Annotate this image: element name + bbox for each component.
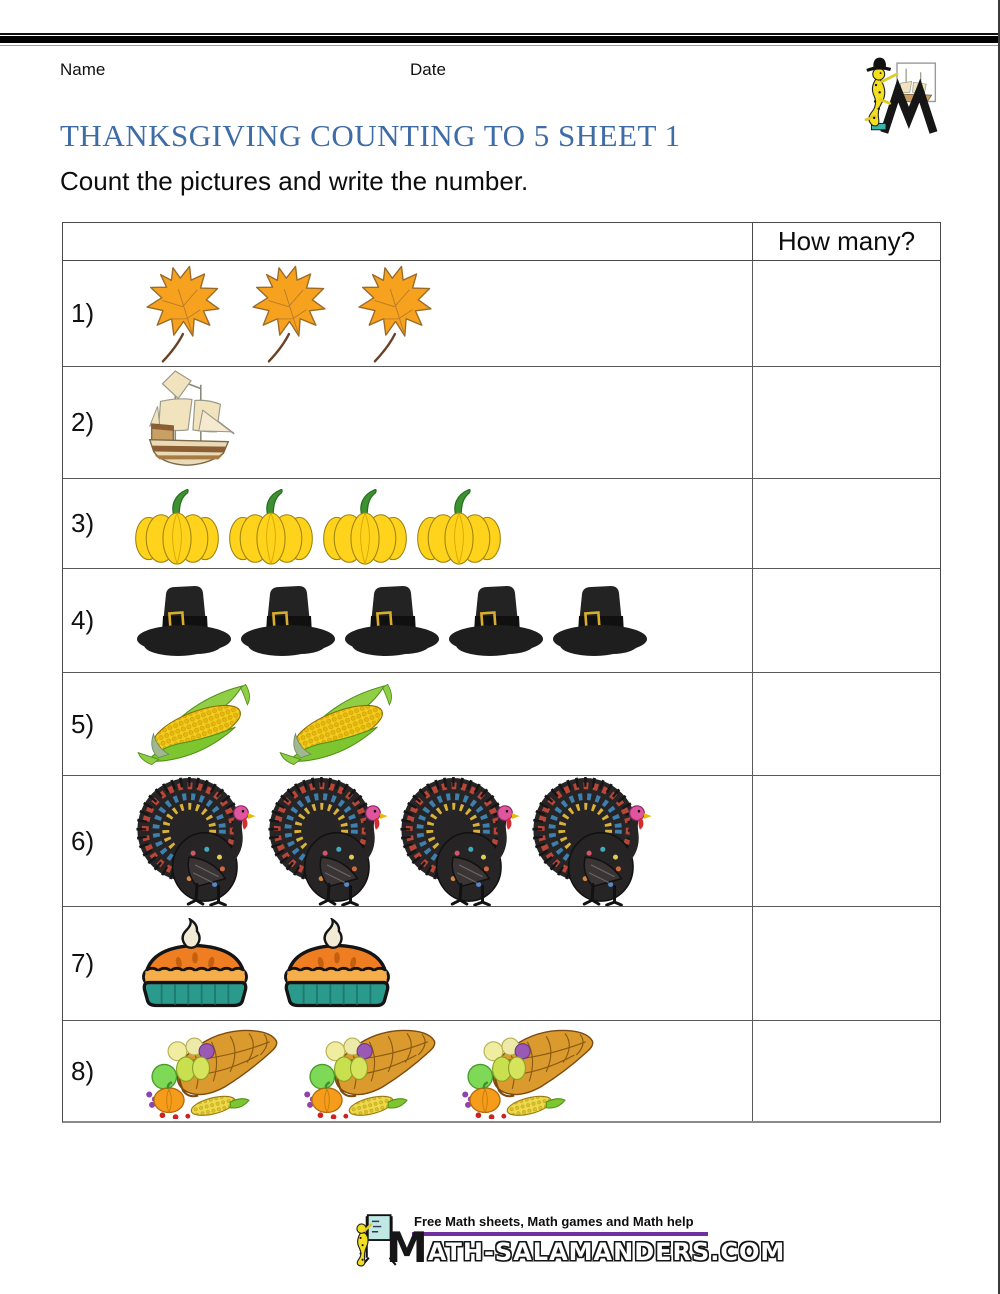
corn-cob-icon [133, 675, 261, 773]
answer-cell[interactable] [752, 1021, 940, 1121]
answer-cell[interactable] [752, 569, 940, 672]
answer-cell[interactable] [752, 367, 940, 478]
name-label: Name [60, 60, 106, 79]
pilgrim-hat-icon [549, 582, 651, 660]
pumpkin-icon [321, 482, 409, 566]
mayflower-ship-icon [139, 369, 239, 477]
row-pictures [133, 569, 752, 672]
row-pictures [133, 479, 752, 568]
pilgrim-hat-icon [237, 582, 339, 660]
pilgrim-hat-icon [341, 582, 443, 660]
table-header-row [63, 223, 940, 261]
row-pictures [133, 261, 752, 366]
cornucopia-icon [133, 1023, 285, 1119]
table-row [63, 907, 940, 1021]
cornucopia-icon [291, 1023, 443, 1119]
table-row [63, 673, 940, 776]
pilgrim-hat-icon [133, 582, 235, 660]
row-number: 1) [71, 298, 95, 328]
table-row [63, 479, 940, 569]
row-number: 5) [71, 708, 95, 739]
cornucopia-icon [449, 1023, 601, 1119]
answer-cell[interactable] [752, 479, 940, 568]
row-pictures [133, 776, 752, 906]
pumpkin-pie-icon [275, 918, 399, 1010]
pumpkin-pie-icon [133, 918, 257, 1010]
top-rule-bar [0, 33, 998, 46]
table-row [63, 776, 940, 907]
table-row [63, 261, 940, 367]
row-number: 8) [71, 1055, 95, 1086]
pumpkin-icon [415, 482, 503, 566]
row-pictures [133, 673, 752, 775]
row-number: 3) [71, 508, 95, 538]
answer-cell[interactable] [752, 776, 940, 906]
site-wordmark [386, 1223, 786, 1272]
wordmark-rest: ATH-SALAMANDERS.COM [427, 1238, 786, 1267]
maple-leaf-icon [345, 263, 443, 365]
wordmark-m: M [386, 1223, 428, 1272]
row-pictures [133, 907, 752, 1020]
instructions-text: Count the pictures and write the number. [60, 166, 529, 196]
site-footer [350, 1206, 786, 1272]
row-number: 6) [71, 825, 95, 856]
row-number: 2) [71, 407, 95, 437]
pilgrim-hat-icon [445, 582, 547, 660]
pumpkin-icon [133, 482, 221, 566]
row-number: 7) [71, 948, 95, 978]
footer-tagline: Free Math sheets, Math games and Math help [414, 1214, 694, 1229]
pumpkin-icon [227, 482, 315, 566]
answer-cell[interactable] [752, 907, 940, 1020]
row-pictures [133, 1021, 752, 1121]
table-row [63, 367, 940, 479]
turkey-icon [265, 777, 395, 906]
row-pictures [133, 367, 752, 478]
counting-table [62, 222, 941, 1123]
how-many-header: How many? [752, 223, 940, 260]
date-label: Date [410, 60, 446, 79]
maple-leaf-icon [239, 263, 337, 365]
answer-cell[interactable] [752, 261, 940, 366]
row-number: 4) [71, 605, 95, 635]
corn-cob-icon [275, 675, 403, 773]
turkey-icon [133, 777, 263, 906]
answer-cell[interactable] [752, 673, 940, 775]
table-row [63, 1021, 940, 1121]
maple-leaf-icon [133, 263, 231, 365]
math-salamanders-thanksgiving-logo-icon [855, 54, 939, 138]
table-row [63, 569, 940, 673]
page-title: THANKSGIVING COUNTING TO 5 SHEET 1 [60, 118, 681, 153]
turkey-icon [397, 777, 527, 906]
turkey-icon [529, 777, 659, 906]
